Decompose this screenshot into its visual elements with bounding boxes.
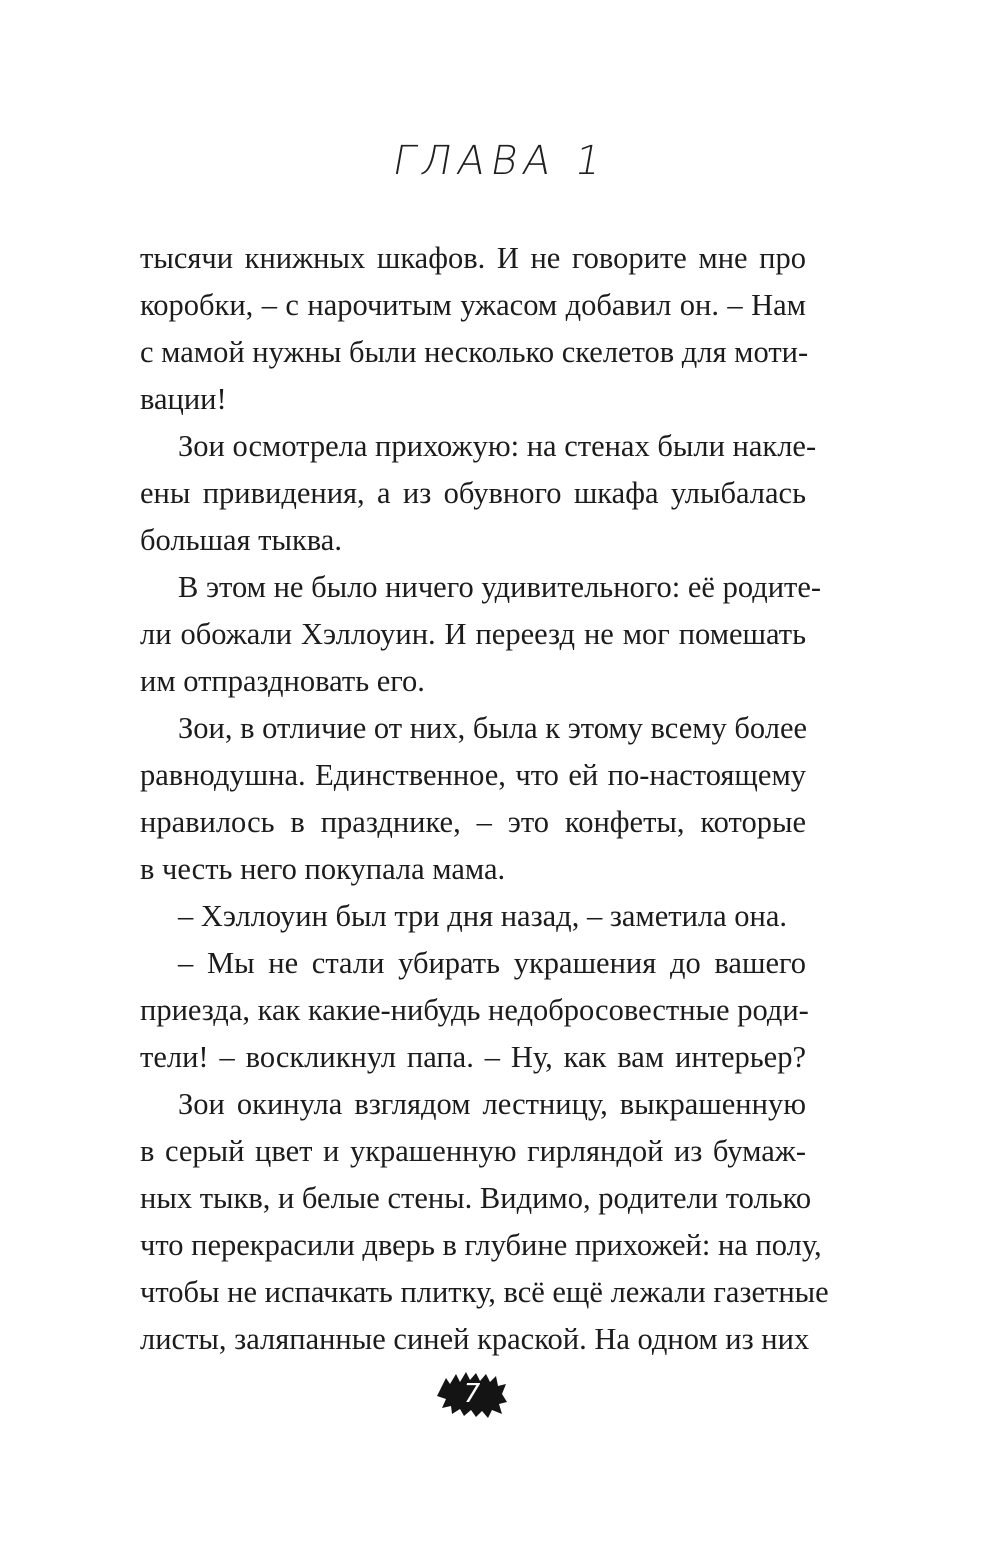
text-line: Зои окинула взглядом лестницу, выкрашенную <box>178 1087 806 1121</box>
text-line: ных тыкв, и белые стены. Видимо, родители только <box>140 1181 812 1215</box>
text-line: тели! – воскликнул папа. – Ну, как вам интерьер? <box>140 1040 806 1074</box>
text-line: приезда, как какие-нибудь недобросовестные роди- <box>140 993 809 1027</box>
text-line: Зои, в отличие от них, была к этому всему более <box>178 711 808 745</box>
text-line: ены привидения, а из обувного шкафа улыбалась <box>140 476 806 510</box>
text-line: в серый цвет и украшенную гирляндой из бумаж- <box>140 1134 806 1168</box>
text-line: вации! <box>140 382 227 416</box>
text-line: тысячи книжных шкафов. И не говорите мне про <box>140 241 806 275</box>
text-line: чтобы не испачкать плитку, всё ещё лежали газетные <box>140 1275 829 1309</box>
text-line: им отпраздновать его. <box>140 664 425 698</box>
page-number-badge <box>436 1368 508 1420</box>
body-text <box>140 235 829 1363</box>
text-line: ли обожали Хэллоуин. И переезд не мог помешать <box>140 617 806 651</box>
text-line: листы, заляпанные синей краской. На одном из них <box>140 1322 810 1356</box>
text-line: равнодушна. Единственное, что ей по-настоящему <box>140 758 806 792</box>
dialogue-line: – Мы не стали убирать украшения до вашего <box>178 946 806 980</box>
text-line: большая тыква. <box>140 523 342 557</box>
text-line: что перекрасили дверь в глубине прихожей: на полу, <box>140 1228 822 1262</box>
text-line: коробки, – с нарочитым ужасом добавил он. – Нам <box>140 288 806 322</box>
text-line: Зои осмотрела прихожую: на стенах были накле- <box>178 429 817 463</box>
text-line: в честь него покупала мама. <box>140 852 506 886</box>
text-line: В этом не было ничего удивительного: её родите- <box>178 570 822 604</box>
text-line: нравилось в празднике, – это конфеты, которые <box>140 805 806 839</box>
page-number: 7 <box>463 1379 481 1409</box>
dialogue-line: – Хэллоуин был три дня назад, – заметила она. <box>178 899 788 933</box>
text-line: с мамой нужны были несколько скелетов для моти- <box>140 335 809 369</box>
chapter-title: ГЛАВА 1 <box>389 138 611 184</box>
